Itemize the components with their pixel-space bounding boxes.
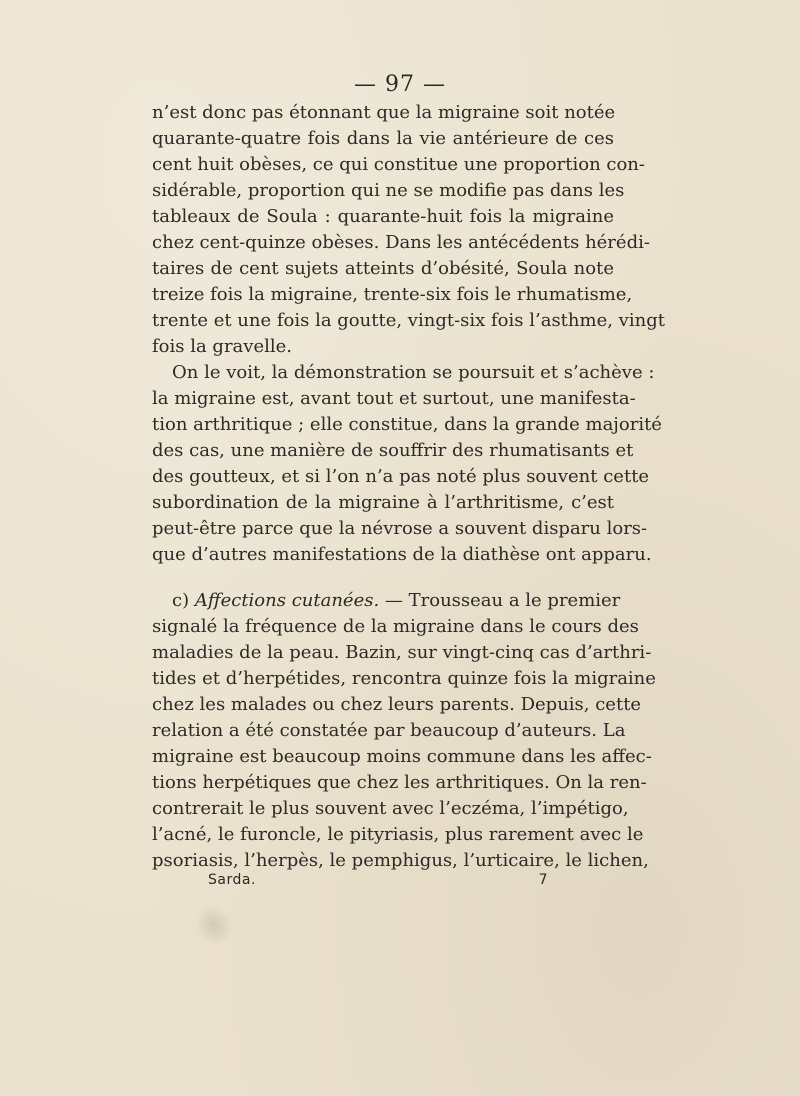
text-line: n’est donc pas étonnant que la migraine soit notée: [152, 102, 616, 123]
text-line: des cas, une manière de souffrir des rhumatisants et: [152, 440, 634, 461]
text-line: tions herpétiques que chez les arthritiques. On la ren-: [152, 772, 647, 793]
section-heading-line: [152, 588, 621, 614]
text-line: psoriasis, l’herpès, le pemphigus, l’urticaire, le lichen,: [152, 850, 649, 871]
page-footer: [208, 872, 548, 888]
text-line: taires de cent sujets atteints d’obésité, Soula note: [152, 258, 614, 279]
text-line: treize fois la migraine, trente-six fois le rhumatisme,: [152, 284, 633, 305]
text-line: maladies de la peau. Bazin, sur vingt-cinq cas d’arthri-: [152, 642, 652, 663]
page-number: — 97 —: [354, 72, 446, 97]
text-line: peut-être parce que la névrose a souvent disparu lors-: [152, 518, 648, 539]
text-line: chez les malades ou chez leurs parents. Depuis, cette: [152, 694, 642, 715]
text-line: On le voit, la démonstration se poursuit et s’achève :: [172, 362, 655, 383]
text-line: tableaux de Soula : quarante-huit fois la migraine: [152, 206, 614, 227]
text-line: tion arthritique ; elle constitue, dans la grande majorité: [152, 414, 662, 435]
text-line: signalé la fréquence de la migraine dans le cours des: [152, 616, 639, 637]
text-line: tides et d’herpétides, rencontra quinze fois la migraine: [152, 668, 656, 689]
text-line: trente et une fois la goutte, vingt-six fois l’asthme, vingt: [152, 310, 665, 331]
text-line: cent huit obèses, ce qui constitue une proportion con-: [152, 154, 645, 175]
text-line: des goutteux, et si l’on n’a pas noté plus souvent cette: [152, 466, 650, 487]
section-title: Affections cutanées.: [194, 590, 380, 611]
text-line: fois la gravelle.: [152, 336, 292, 357]
signature-mark: Sarda.: [208, 872, 256, 888]
text-line: subordination de la migraine à l’arthritisme, c’est: [152, 492, 614, 513]
section-lead-text: — Trousseau a le premier: [379, 590, 621, 611]
text-line: sidérable, proportion qui ne se modifie pas dans les: [152, 180, 625, 201]
text-line: contrerait le plus souvent avec l’eczéma, l’impétigo,: [152, 798, 629, 819]
text-line: migraine est beaucoup moins commune dans les affec-: [152, 746, 652, 767]
paper-smudge: [188, 898, 240, 951]
text-line: l’acné, le furoncle, le pityriasis, plus rarement avec le: [152, 824, 644, 845]
text-line: relation a été constatée par beaucoup d’auteurs. La: [152, 720, 626, 741]
body-text: [152, 100, 665, 874]
text-line: la migraine est, avant tout et surtout, une manifesta-: [152, 388, 636, 409]
text-line: que d’autres manifestations de la diathèse ont apparu.: [152, 544, 652, 565]
sheet-number: 7: [538, 872, 548, 888]
section-label: c): [172, 590, 195, 611]
text-line: chez cent-quinze obèses. Dans les antécédents hérédi-: [152, 232, 650, 253]
text-line: quarante-quatre fois dans la vie antérieure de ces: [152, 128, 614, 149]
